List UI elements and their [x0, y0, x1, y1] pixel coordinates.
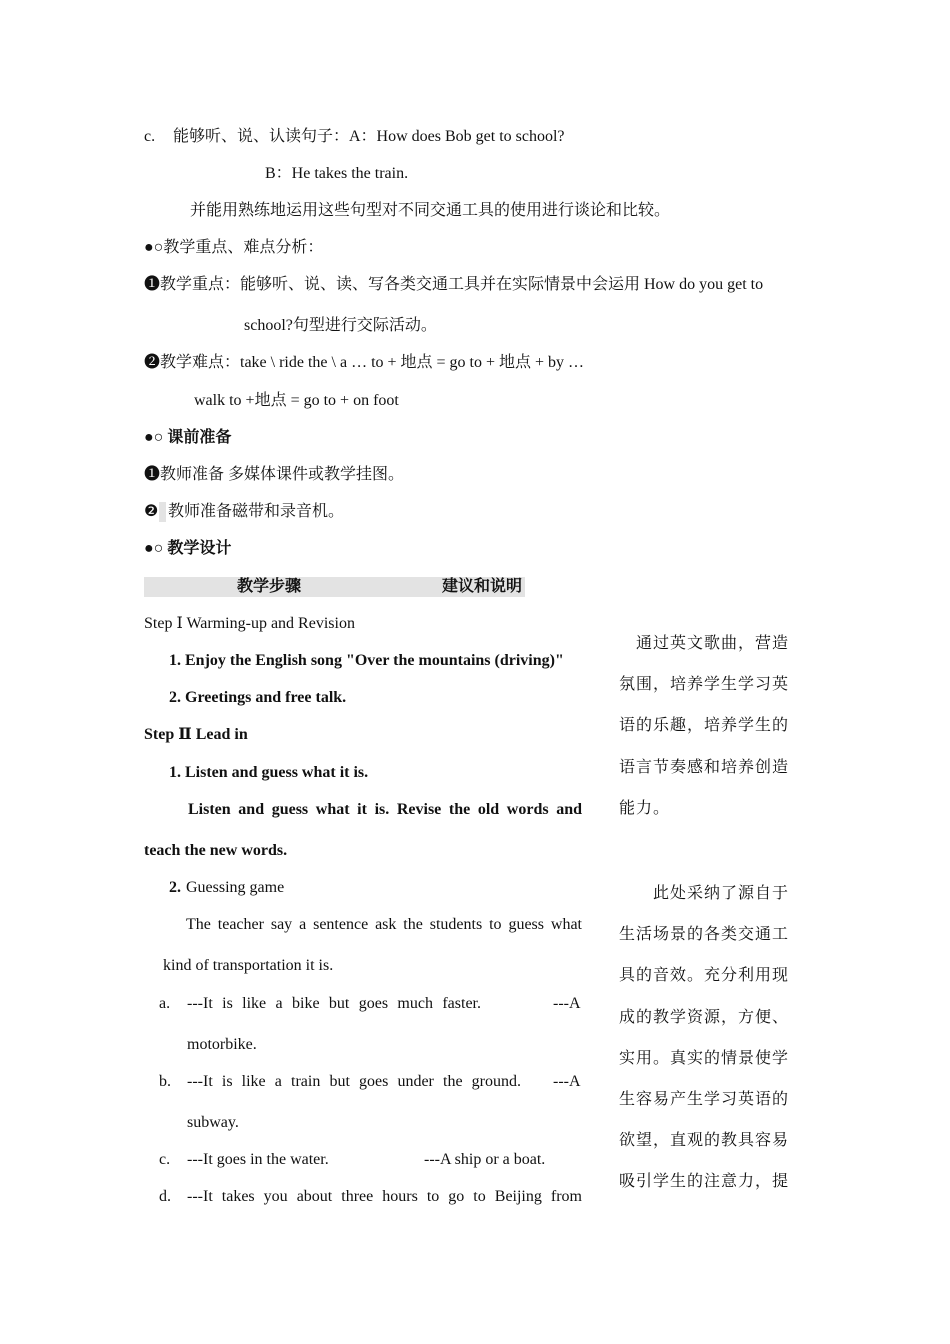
step-2-item-2-text: Guessing game — [186, 879, 285, 896]
design-heading: ●○ 教学设计 — [144, 540, 232, 557]
column-header-steps: 教学步骤 — [237, 578, 302, 595]
difficulty-2: walk to +地点 = go to + on foot — [194, 392, 399, 409]
key-point-1-cont: school?句型进行交际活动。 — [244, 317, 437, 334]
objective-c-label: c. — [144, 128, 156, 145]
preparation-item-2-text: 教师准备磁带和录音机。 — [168, 503, 345, 520]
preparation-heading: ●○ 课前准备 — [144, 429, 232, 446]
guess-item-answer: ---A — [553, 1073, 581, 1090]
step-2-title: Step Ⅱ Lead in — [144, 726, 248, 743]
guess-item-answer-cont: motorbike. — [187, 1036, 257, 1053]
step-2-item-2-num: 2. — [169, 879, 181, 896]
guess-item-answer-cont: subway. — [187, 1114, 239, 1131]
guess-item-answer: ---A ship or a boat. — [424, 1151, 546, 1168]
step-2-item-2-desc-b: kind of transportation it is. — [163, 957, 334, 974]
step-1-title: Step Ⅰ Warming-up and Revision — [144, 615, 355, 632]
guess-item-label: b. — [159, 1073, 171, 1090]
objective-c-text: 能够听、说、认读句子：A：How does Bob get to school? — [173, 128, 565, 145]
key-point-1: ❶教学重点：能够听、说、读、写各类交通工具并在实际情景中会运用 How do you get to — [144, 276, 764, 293]
column-header-notes: 建议和说明 — [442, 578, 523, 595]
note-2: 此处采纳了源自于生活场景的各类交通工具的音效。充分利用现成的教学资源，方便、实用。真实的情景使学生容易产生学习英语的欲望，直观的教具容易吸引学生的注意力，提 — [619, 885, 790, 1191]
table-header — [144, 577, 525, 597]
step-2-item-1-desc-b: teach the new words. — [144, 842, 288, 859]
step-2-item-1: 1. Listen and guess what it is. — [169, 764, 369, 781]
step-1-item-1: 1. Enjoy the English song "Over the mountains (driving)" — [169, 652, 564, 669]
guess-item-question: ---It is like a bike but goes much faster. — [187, 995, 481, 1012]
preparation-item-1: ❶教师准备 多媒体课件或教学挂图。 — [144, 466, 405, 483]
objective-extra: 并能用熟练地运用这些句型对不同交通工具的使用进行谈论和比较。 — [190, 202, 671, 219]
step-1-item-2: 2. Greetings and free talk. — [169, 689, 347, 706]
guess-item-question: ---It takes you about three hours to go to Beijing from — [187, 1188, 582, 1205]
guess-item-label: c. — [159, 1151, 171, 1168]
guess-item-question: ---It is like a train but goes under the ground. — [187, 1073, 521, 1090]
highlight-mark — [159, 502, 166, 522]
guess-item-label: a. — [159, 995, 171, 1012]
step-2-item-1-desc-a: Listen and guess what it is. Revise the old words and — [188, 801, 582, 818]
key-points-heading: ●○教学重点、难点分析： — [144, 239, 324, 256]
preparation-item-2-num: ❷ — [144, 503, 159, 520]
note-1: 通过英文歌曲，营造氛围，培养学生学习英语的乐趣，培养学生的语言节奏感和培养创造能力。 — [619, 635, 790, 817]
guess-item-answer: ---A — [553, 995, 581, 1012]
difficulty-1: ❷教学难点：take \ ride the \ a … to + 地点 = go to + 地点 + by … — [144, 354, 585, 371]
step-2-item-2-desc-a: The teacher say a sentence ask the students to guess what — [186, 916, 582, 933]
guess-item-label: d. — [159, 1188, 171, 1205]
objective-b-line: B：He takes the train. — [265, 165, 409, 182]
guess-item-question: ---It goes in the water. — [187, 1151, 329, 1168]
